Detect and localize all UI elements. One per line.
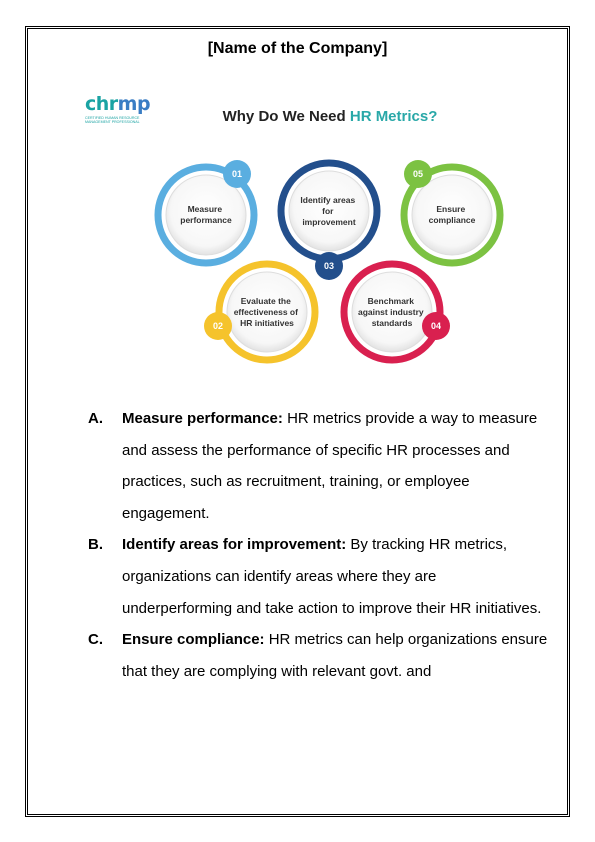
badge-05-label: 05 [412, 169, 424, 179]
circle-04 [344, 264, 450, 360]
circle-03-line-1: Identify areas [300, 195, 356, 205]
logo-wordmark: chrmp [85, 93, 151, 115]
list-item [88, 529, 548, 624]
list-item-text: HR metrics provide a way to measure and assess the performance of specific HR processes and practices, such as recruitment, training, or employee engagement. [122, 410, 538, 522]
circle-01-line-2: performance [180, 215, 232, 225]
list-item-body [122, 529, 548, 624]
list-item-body [122, 403, 548, 529]
infographic-title: Why Do We Need HR Metrics? [222, 108, 438, 125]
list-item [88, 624, 548, 687]
list-item-letter: A. [88, 410, 103, 427]
circle-04-line-1: Benchmark [367, 296, 414, 306]
circle-03 [281, 163, 377, 259]
company-name: [Name of the Company] [207, 40, 388, 57]
list-item-letter: B. [88, 536, 103, 554]
list-item-text: HR metrics can help organizations ensure that they are complying with relevant govt. and [122, 631, 548, 680]
badge-03-label: 03 [323, 261, 335, 271]
list-item [88, 403, 548, 529]
badge-01-label: 01 [231, 169, 243, 179]
list-item-term: Ensure compliance: [122, 631, 265, 649]
list-item-letter: C. [88, 631, 103, 649]
circle-02 [204, 264, 315, 360]
circle-04-line-2: against industry [357, 307, 424, 317]
list-item-body [122, 624, 548, 687]
circle-02-line-1: Evaluate the [240, 296, 291, 306]
list-item-term: Identify areas for improvement: [122, 536, 347, 554]
badge-04-label: 04 [430, 321, 442, 331]
circle-04-line-3: standards [371, 318, 413, 328]
logo-tagline: CERTIFIED HUMAN RESOURCE MANAGEMENT PROFESSIONAL [85, 116, 140, 125]
reasons-list [88, 403, 548, 687]
circle-03-line-3: improvement [302, 217, 356, 227]
circle-02-line-2: effectiveness of [233, 307, 298, 317]
svg-text:Measure performance [180, 204, 232, 225]
list-item-term: Measure performance: [122, 410, 283, 427]
circle-03-line-2: for [322, 206, 334, 216]
list-item-text: By tracking HR metrics, organizations can identify areas where they are underperforming and take action to improve their HR initiatives. [122, 536, 542, 617]
circle-02-line-3: HR initiatives [240, 318, 294, 328]
svg-text:Evaluate the effectivene [234, 296, 301, 328]
circle-01-line-1: Measure [187, 204, 223, 214]
circle-05-line-1: Ensure [436, 204, 466, 214]
badge-02-label: 02 [212, 321, 224, 331]
circle-05-line-2: compliance [428, 215, 476, 225]
circle-05 [404, 160, 500, 263]
circle-01 [158, 160, 254, 263]
